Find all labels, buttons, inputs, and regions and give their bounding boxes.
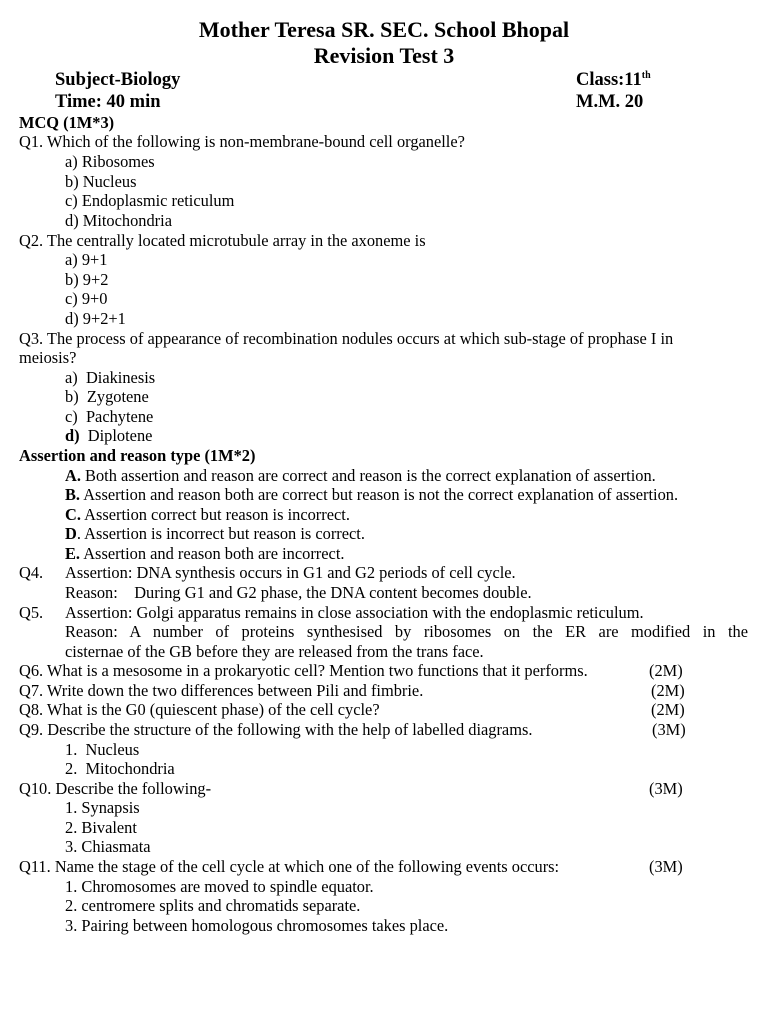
q10-item: 1. Synapsis xyxy=(65,798,140,817)
q6-marks: (2M) xyxy=(649,661,683,680)
q11-item: 3. Pairing between homologous chromosomes takes place. xyxy=(65,916,449,935)
q4-reason: Reason: During G1 and G2 phase, the DNA content becomes double. xyxy=(65,583,532,602)
q7-marks: (2M) xyxy=(651,681,685,700)
q3-option xyxy=(65,368,155,388)
class-text: Class:11 xyxy=(576,70,642,90)
key-letter: C. xyxy=(65,505,81,524)
q8-text: Q8. What is the G0 (quiescent phase) of the cell cycle? xyxy=(19,700,380,719)
q11-text: Q11. Name the stage of the cell cycle at which one of the following events occurs: xyxy=(19,857,560,876)
subject-label: Subject-Biology xyxy=(55,70,181,90)
assertion-key xyxy=(65,524,365,544)
q5-number: Q5. xyxy=(19,603,44,622)
q3-text: Q3. The process of appearance of recombination nodules occurs at which sub-stage of prophase I in xyxy=(19,329,674,348)
assertion-heading: Assertion and reason type (1M*2) xyxy=(19,446,256,465)
q10-item: 2. Bivalent xyxy=(65,818,137,837)
key-text: Both assertion and reason are correct and reason is the correct explanation of assertion. xyxy=(80,466,656,485)
q9-text: Q9. Describe the structure of the following with the help of labelled diagrams. xyxy=(19,720,533,739)
q11-marks: (3M) xyxy=(649,857,683,876)
assertion-key xyxy=(65,505,350,525)
assertion-key xyxy=(65,544,344,564)
q1-option: c) Endoplasmic reticulum xyxy=(65,191,235,210)
option-text: Zygotene xyxy=(86,387,149,406)
option-letter: c) xyxy=(65,407,78,426)
option-letter: a) xyxy=(65,368,78,387)
option-letter: d) xyxy=(65,426,80,445)
q11-item: 2. centromere splits and chromatids separate. xyxy=(65,896,361,915)
q5-assertion: Assertion: Golgi apparatus remains in close association with the endoplasmic reticulum. xyxy=(65,603,644,622)
key-letter: B. xyxy=(65,485,81,504)
key-letter: D xyxy=(65,524,77,543)
option-text: Diplotene xyxy=(87,426,153,445)
option-letter: b) xyxy=(65,387,79,406)
q10-item: 3. Chiasmata xyxy=(65,837,151,856)
key-letter: E. xyxy=(65,544,81,563)
key-text: Assertion and reason both are incorrect. xyxy=(80,544,345,563)
test-title: Revision Test 3 xyxy=(313,43,455,68)
q1-option: b) Nucleus xyxy=(65,172,137,191)
q10-marks: (3M) xyxy=(649,779,683,798)
q3-option xyxy=(65,426,152,446)
class-superscript: th xyxy=(641,69,651,81)
assertion-key xyxy=(65,485,678,505)
q2-text: Q2. The centrally located microtubule array in the axoneme is xyxy=(19,231,426,250)
key-letter: A. xyxy=(65,466,81,485)
q2-option: b) 9+2 xyxy=(65,270,109,289)
assertion-key xyxy=(65,466,656,486)
q1-option: a) Ribosomes xyxy=(65,152,155,171)
q9-item: 1. Nucleus xyxy=(65,740,140,759)
q3-option xyxy=(65,387,149,407)
class-label xyxy=(576,69,651,91)
key-text: Assertion and reason both are correct but reason is not the correct explanation of assertion. xyxy=(80,485,679,504)
q2-option: c) 9+0 xyxy=(65,289,108,308)
q9-item: 2. Mitochondria xyxy=(65,759,175,778)
q1-option: d) Mitochondria xyxy=(65,211,172,230)
q2-option: d) 9+2+1 xyxy=(65,309,126,328)
q4-number: Q4. xyxy=(19,563,44,582)
q10-text: Q10. Describe the following- xyxy=(19,779,212,798)
mcq-heading: MCQ (1M*3) xyxy=(19,113,115,132)
q5-reason: Reason: A number of proteins synthesised by ribosomes on the ER are modified in the xyxy=(65,622,748,641)
q2-option: a) 9+1 xyxy=(65,250,108,269)
q3-option xyxy=(65,407,153,427)
key-text: Assertion correct but reason is incorrect. xyxy=(80,505,350,524)
q9-marks: (3M) xyxy=(652,720,686,739)
q6-text: Q6. What is a mesosome in a prokaryotic cell? Mention two functions that it performs. xyxy=(19,661,588,680)
max-marks-label: M.M. 20 xyxy=(576,92,644,112)
option-text: Pachytene xyxy=(85,407,154,426)
q11-item: 1. Chromosomes are moved to spindle equator. xyxy=(65,877,374,896)
q4-assertion: Assertion: DNA synthesis occurs in G1 and G2 periods of cell cycle. xyxy=(65,563,516,582)
option-text: Diakinesis xyxy=(85,368,156,387)
key-text: . Assertion is incorrect but reason is correct. xyxy=(76,524,365,543)
time-label: Time: 40 min xyxy=(55,92,161,112)
school-name: Mother Teresa SR. SEC. School Bhopal xyxy=(198,17,570,42)
q5-reason-cont: cisternae of the GB before they are released from the trans face. xyxy=(65,642,484,661)
q1-text: Q1. Which of the following is non-membrane-bound cell organelle? xyxy=(19,132,465,151)
q7-text: Q7. Write down the two differences between Pili and fimbrie. xyxy=(19,681,424,700)
q8-marks: (2M) xyxy=(651,700,685,719)
q3-text-cont: meiosis? xyxy=(19,348,77,367)
